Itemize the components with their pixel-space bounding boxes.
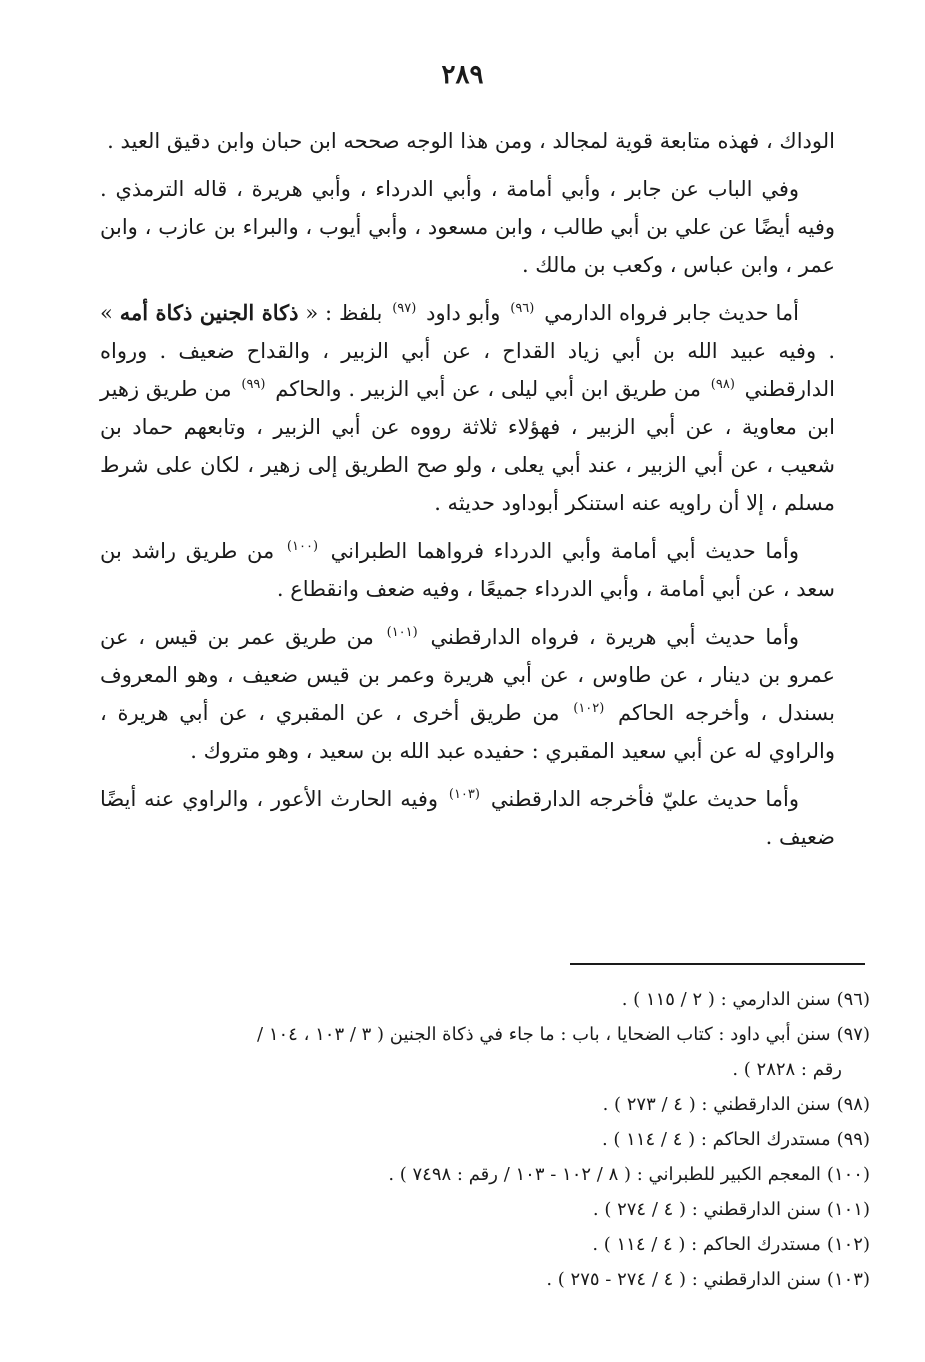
text-run: من طريق أخرى ، عن المقبري ، عن أبي هريرة ، والراوي له عن أبي سعيد المقبري : حفيده عبد الله بن سعيد ، وهو متروك .	[100, 701, 835, 763]
footnote-text: مستدرك الحاكم : ( ٤ / ١١٤ ) .	[592, 1234, 821, 1255]
footnote-number: (٩٨)	[836, 1094, 870, 1115]
footnote-continuation: رقم : ٢٨٢٨ ) .	[732, 1059, 842, 1080]
text-run: من طريق راشد بن سعد ، عن أبي أمامة ، وأبي الدرداء جميعًا ، وفيه ضعف وانقطاع .	[100, 539, 835, 601]
footnote-text: سنن الدارمي : ( ٢ / ١١٥ ) .	[621, 989, 831, 1010]
footnote-number: (١٠١)	[826, 1199, 870, 1220]
hadith-quote: ذكاة الجنين ذكاة أمه	[119, 300, 299, 325]
text-run: وأما حديث أبي أمامة وأبي الدرداء فرواهما الطبراني	[321, 539, 799, 563]
footnote-text: سنن الدارقطني : ( ٤ / ٢٧٣ ) .	[602, 1094, 831, 1115]
main-text	[100, 122, 835, 866]
footnote-item	[100, 1017, 870, 1087]
text-run: من طريق عمر بن قيس ، عن عمرو بن دينار ، عن طاوس ، عن أبي هريرة وعمر بن قيس ضعيف ، وهو المعروف بسندل ، وأخرجه الحاكم	[100, 625, 835, 725]
footnote-item	[100, 1262, 870, 1297]
text-run: وفي الباب عن جابر ، وأبي أمامة ، وأبي الدرداء ، وأبي هريرة ، قاله الترمذي . وفيه أيضًا عن علي بن أبي طالب ، وابن مسعود ، وأبي أيوب ، والبراء بن عازب ، وابن عمر ، وابن عباس ، وكعب بن مالك .	[100, 177, 835, 277]
paragraph	[100, 780, 835, 856]
footnote-number: (٩٩)	[836, 1129, 870, 1150]
paragraph	[100, 532, 835, 608]
footnote-text: مستدرك الحاكم : ( ٤ / ١١٤ ) .	[601, 1129, 831, 1150]
text-run: وأبو داود	[419, 301, 508, 325]
footnote-text: سنن الدارقطني : ( ٤ / ٢٧٤ - ٢٧٥ ) .	[546, 1269, 821, 1290]
footnote-item	[100, 1227, 870, 1262]
footnote-item	[100, 982, 870, 1017]
footnote-reference: (١٠١)	[386, 625, 418, 640]
footnote-separator	[570, 963, 865, 965]
paragraph	[100, 170, 835, 284]
footnote-reference: (٩٩)	[241, 377, 266, 392]
text-run: وأما حديث عليّ فأخرجه الدارقطني	[482, 787, 799, 811]
paragraph	[100, 294, 835, 522]
footnote-reference: (١٠٣)	[448, 787, 480, 802]
footnote-number: (١٠٣)	[826, 1269, 870, 1290]
text-run: وفيه الحارث الأعور ، والراوي عنه أيضًا ضعيف .	[100, 787, 835, 849]
footnote-number: (١٠٠)	[826, 1164, 870, 1185]
footnote-reference: (٩٧)	[392, 301, 417, 316]
footnote-text: المعجم الكبير للطبراني : ( ٨ / ١٠٢ - ١٠٣ / رقم : ٧٤٩٨ ) .	[388, 1164, 821, 1185]
text-run: من طريق زهير ابن معاوية ، عن أبي الزبير ، فهؤلاء ثلاثة رووه عن أبي الزبير ، وتابعهم حماد بن شعيب ، عن أبي الزبير ، عند أبي يعلى ، ولو صح الطريق إلى زهير ، لكان على شرط مسلم ، إلا أن راويه عنه استنكر أبوداود حديثه .	[100, 377, 835, 515]
footnote-text: سنن الدارقطني : ( ٤ / ٢٧٤ ) .	[592, 1199, 821, 1220]
footnote-item	[100, 1192, 870, 1227]
text-run: أما حديث جابر فرواه الدارمي	[537, 301, 799, 325]
text-run: وأما حديث أبي هريرة ، فرواه الدارقطني	[420, 625, 799, 649]
footnote-reference: (٩٦)	[510, 301, 535, 316]
footnote-item	[100, 1087, 870, 1122]
footnote-item	[100, 1122, 870, 1157]
footnote-reference: (١٠٠)	[286, 539, 319, 554]
text-run: » . وفيه عبيد الله بن أبي زياد القداح ، عن أبي الزبير ، والقداح ضعيف . ورواه الدارقطني	[100, 301, 836, 401]
page-number: ٢٨٩	[441, 60, 484, 90]
footnotes	[100, 982, 870, 1297]
footnote-number: (٩٧)	[836, 1024, 870, 1045]
text-run: بلفظ : «	[298, 301, 390, 325]
paragraph	[100, 122, 835, 160]
footnote-reference: (١٠٢)	[573, 701, 605, 716]
paragraph	[100, 618, 835, 770]
footnote-item	[100, 1157, 870, 1192]
footnote-number: (١٠٢)	[826, 1234, 870, 1255]
footnote-text: سنن أبي داود : كتاب الضحايا ، باب : ما جاء في ذكاة الجنين ( ٣ / ١٠٣ ، ١٠٤ /	[257, 1024, 831, 1045]
text-run: من طريق ابن أبي ليلى ، عن أبي الزبير . والحاكم	[268, 377, 708, 401]
footnote-reference: (٩٨)	[710, 377, 735, 392]
footnote-number: (٩٦)	[836, 989, 870, 1010]
text-run: الوداك ، فهذه متابعة قوية لمجالد ، ومن هذا الوجه صححه ابن حبان وابن دقيق العيد .	[107, 129, 835, 153]
